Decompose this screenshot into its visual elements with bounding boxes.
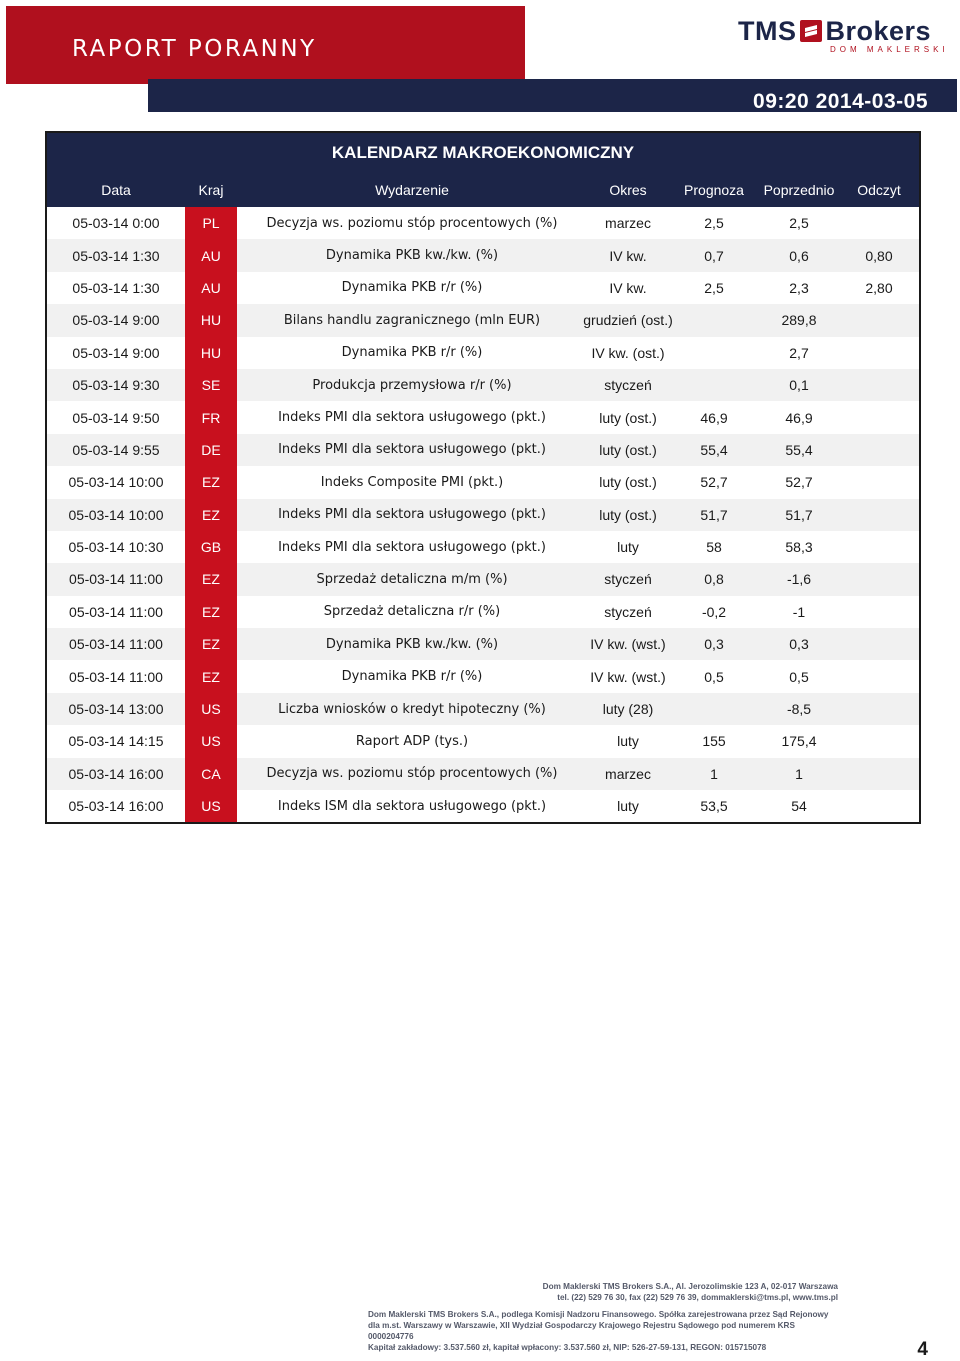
row-actual: [839, 531, 919, 563]
row-actual: [839, 563, 919, 595]
row-period: luty: [617, 798, 639, 815]
col-event: Wydarzenie: [375, 182, 449, 198]
row-country: AU: [185, 272, 237, 304]
row-event: Sprzedaż detaliczna r/r (%): [323, 604, 501, 620]
row-date: 05-03-14 9:55: [72, 441, 160, 458]
row-forecast: 1: [710, 765, 718, 782]
row-period: luty (ost.): [599, 474, 657, 491]
row-previous: 52,7: [785, 474, 813, 491]
footer-line: Kapitał zakładowy: 3.537.560 zł, kapitał wpłacony: 3.537.560 zł, NIP: 526-27-59-131, REGON: 015715078: [368, 1343, 767, 1352]
row-period: IV kw. (ost.): [591, 344, 665, 361]
row-actual: [839, 758, 919, 790]
footer-line: tel. (22) 529 76 30, fax (22) 529 76 39, dommaklerski@tms.pl, www.tms.pl: [557, 1293, 838, 1302]
row-country: CA: [185, 758, 237, 790]
col-previous: Poprzednio: [763, 182, 835, 198]
row-event: Indeks PMI dla sektora usługowego (pkt.): [278, 507, 546, 523]
col-country: Kraj: [198, 182, 224, 198]
row-actual: [839, 466, 919, 498]
row-forecast: 53,5: [700, 798, 728, 815]
row-period: luty: [617, 539, 639, 556]
row-date: 05-03-14 0:00: [72, 215, 160, 232]
row-country: SE: [185, 369, 237, 401]
row-date: 05-03-14 16:00: [68, 798, 164, 815]
row-previous: 175,4: [781, 733, 817, 750]
row-country: US: [185, 693, 237, 725]
row-date: 05-03-14 1:30: [72, 247, 160, 264]
logo-brokers: Brokers: [825, 16, 932, 46]
row-actual: [839, 790, 919, 822]
row-event: Dynamika PKB kw./kw. (%): [325, 248, 499, 264]
row-previous: 55,4: [785, 441, 813, 458]
company-footer: [368, 1281, 838, 1353]
logo-subtitle: DOM MAKLERSKI: [830, 45, 949, 54]
row-event: Produkcja przemysłowa r/r (%): [312, 377, 512, 393]
row-period: marzec: [605, 765, 651, 782]
row-previous: 46,9: [785, 409, 813, 426]
row-forecast: 0,8: [704, 571, 724, 588]
table-row: [47, 401, 919, 433]
row-event: Dynamika PKB kw./kw. (%): [325, 636, 499, 652]
row-forecast: 52,7: [700, 474, 728, 491]
row-actual: 0,80: [865, 247, 893, 264]
row-event: Decyzja ws. poziomu stóp procentowych (%): [266, 766, 558, 782]
row-previous: -8,5: [786, 701, 812, 718]
table-row: [47, 207, 919, 239]
table-row: [47, 272, 919, 304]
row-country: EZ: [185, 660, 237, 692]
row-previous: 0,1: [789, 377, 809, 394]
row-previous: 0,5: [789, 668, 809, 685]
row-forecast: [669, 693, 759, 725]
calendar-header: [47, 133, 919, 207]
row-period: luty (ost.): [599, 506, 657, 523]
row-previous: 51,7: [785, 506, 813, 523]
table-row: [47, 628, 919, 660]
row-actual: [839, 499, 919, 531]
row-event: Indeks PMI dla sektora usługowego (pkt.): [278, 442, 546, 458]
report-title: RAPORT PORANNY: [72, 36, 317, 62]
row-period: IV kw. (wst.): [590, 636, 666, 653]
row-date: 05-03-14 1:30: [72, 279, 160, 296]
row-previous: -1,6: [786, 571, 812, 588]
row-actual: [839, 725, 919, 757]
row-date: 05-03-14 9:00: [72, 312, 160, 329]
row-period: luty: [617, 733, 639, 750]
row-forecast: [669, 337, 759, 369]
row-actual: [839, 596, 919, 628]
footer-legal: [368, 1309, 838, 1353]
row-event: Indeks Composite PMI (pkt.): [320, 474, 504, 490]
row-country: HU: [185, 337, 237, 369]
row-forecast: 0,5: [704, 668, 724, 685]
row-forecast: 55,4: [700, 441, 728, 458]
table-row: [47, 531, 919, 563]
row-actual: [839, 693, 919, 725]
row-actual: [839, 207, 919, 239]
footer-line: Dom Maklerski TMS Brokers S.A., podlega Komisji Nadzoru Finansowego. Spółka zarejestrowana przez Sąd Rejonowy: [368, 1310, 829, 1319]
row-date: 05-03-14 11:00: [69, 668, 163, 685]
report-banner: [6, 6, 525, 84]
row-previous: 2,5: [789, 215, 809, 232]
row-country: EZ: [185, 466, 237, 498]
row-previous: 0,6: [789, 247, 809, 264]
table-row: [47, 239, 919, 271]
row-actual: [839, 660, 919, 692]
row-period: IV kw.: [609, 247, 647, 264]
row-event: Dynamika PKB r/r (%): [341, 280, 483, 296]
footer-line: Dom Maklerski TMS Brokers S.A., Al. Jerozolimskie 123 A, 02-017 Warszawa: [542, 1282, 838, 1291]
row-forecast: 0,7: [704, 247, 724, 264]
column-headers: [47, 181, 919, 199]
page-number: 4: [917, 1339, 928, 1360]
row-event: Liczba wniosków o kredyt hipoteczny (%): [278, 701, 546, 717]
row-period: luty (ost.): [599, 409, 657, 426]
row-event: Bilans handlu zagranicznego (mln EUR): [283, 312, 541, 328]
row-forecast: 2,5: [704, 215, 724, 232]
row-country: EZ: [185, 563, 237, 595]
calendar-body: [47, 207, 919, 822]
row-forecast: 46,9: [700, 409, 728, 426]
row-event: Indeks PMI dla sektora usługowego (pkt.): [278, 410, 546, 426]
row-previous: 1: [795, 765, 803, 782]
row-country: AU: [185, 239, 237, 271]
row-date: 05-03-14 11:00: [69, 603, 163, 620]
row-event: Indeks PMI dla sektora usługowego (pkt.): [278, 539, 546, 555]
row-actual: [839, 304, 919, 336]
row-period: styczeń: [604, 603, 652, 620]
row-date: 05-03-14 16:00: [68, 765, 164, 782]
logo-tms: TMS: [738, 16, 797, 46]
table-row: [47, 660, 919, 692]
row-period: marzec: [605, 215, 651, 232]
tms-brokers-logo: [738, 16, 949, 54]
row-country: US: [185, 790, 237, 822]
row-actual: [839, 369, 919, 401]
table-row: [47, 725, 919, 757]
footer-line: dla m.st. Warszawy w Warszawie, XII Wydział Gospodarczy Krajowego Rejestru Sądowego pod numerem KRS 0000204776: [368, 1321, 795, 1341]
row-country: DE: [185, 434, 237, 466]
row-previous: 2,3: [789, 279, 809, 296]
row-forecast: [669, 304, 759, 336]
row-forecast: -0,2: [701, 603, 727, 620]
row-forecast: 2,5: [704, 279, 724, 296]
row-event: Raport ADP (tys.): [355, 733, 469, 749]
col-actual: Odczyt: [857, 182, 901, 198]
row-date: 05-03-14 10:00: [68, 474, 164, 491]
row-previous: 0,3: [789, 636, 809, 653]
row-event: Dynamika PKB r/r (%): [341, 669, 483, 685]
row-event: Sprzedaż detaliczna m/m (%): [316, 571, 508, 587]
row-previous: 2,7: [789, 344, 809, 361]
row-event: Indeks ISM dla sektora usługowego (pkt.): [277, 798, 547, 814]
row-period: styczeń: [604, 377, 652, 394]
table-row: [47, 499, 919, 531]
table-row: [47, 758, 919, 790]
col-forecast: Prognoza: [684, 182, 744, 198]
row-date: 05-03-14 9:50: [72, 409, 160, 426]
row-date: 05-03-14 10:30: [68, 539, 164, 556]
row-actual: 2,80: [865, 279, 893, 296]
row-event: Decyzja ws. poziomu stóp procentowych (%): [266, 215, 558, 231]
row-country: US: [185, 725, 237, 757]
row-country: PL: [185, 207, 237, 239]
row-forecast: 58: [706, 539, 722, 556]
row-period: styczeń: [604, 571, 652, 588]
row-period: luty (ost.): [599, 441, 657, 458]
row-period: luty (28): [602, 701, 654, 718]
table-row: [47, 304, 919, 336]
table-row: [47, 434, 919, 466]
col-date: Data: [101, 182, 131, 198]
logo-mark-icon: [799, 19, 823, 43]
row-previous: 54: [791, 798, 807, 815]
row-date: 05-03-14 11:00: [69, 636, 163, 653]
row-country: EZ: [185, 596, 237, 628]
table-row: [47, 369, 919, 401]
row-forecast: 0,3: [704, 636, 724, 653]
row-date: 05-03-14 9:00: [72, 344, 160, 361]
row-actual: [839, 401, 919, 433]
table-row: [47, 563, 919, 595]
row-forecast: 51,7: [700, 506, 728, 523]
row-previous: 58,3: [785, 539, 813, 556]
row-forecast: [669, 369, 759, 401]
macro-calendar-table: [45, 131, 921, 824]
logo-text: [738, 16, 931, 47]
row-date: 05-03-14 11:00: [69, 571, 163, 588]
table-row: [47, 337, 919, 369]
col-period: Okres: [609, 182, 647, 198]
row-actual: [839, 434, 919, 466]
row-country: EZ: [185, 499, 237, 531]
row-date: 05-03-14 13:00: [68, 701, 164, 718]
row-date: 05-03-14 14:15: [68, 733, 164, 750]
table-row: [47, 790, 919, 822]
row-actual: [839, 337, 919, 369]
table-row: [47, 466, 919, 498]
row-period: IV kw. (wst.): [590, 668, 666, 685]
row-actual: [839, 628, 919, 660]
row-country: HU: [185, 304, 237, 336]
row-event: Dynamika PKB r/r (%): [341, 345, 483, 361]
row-period: grudzień (ost.): [583, 312, 673, 329]
report-datetime: 09:20 2014-03-05: [753, 90, 928, 113]
table-row: [47, 693, 919, 725]
row-forecast: 155: [702, 733, 726, 750]
table-row: [47, 596, 919, 628]
row-previous: 289,8: [781, 312, 817, 329]
row-date: 05-03-14 10:00: [68, 506, 164, 523]
row-period: IV kw.: [609, 279, 647, 296]
calendar-title: KALENDARZ MAKROEKONOMICZNY: [331, 143, 635, 162]
row-date: 05-03-14 9:30: [72, 377, 160, 394]
row-country: EZ: [185, 628, 237, 660]
footer-address: [368, 1281, 838, 1303]
row-country: FR: [185, 401, 237, 433]
row-previous: -1: [792, 603, 806, 620]
row-country: GB: [185, 531, 237, 563]
